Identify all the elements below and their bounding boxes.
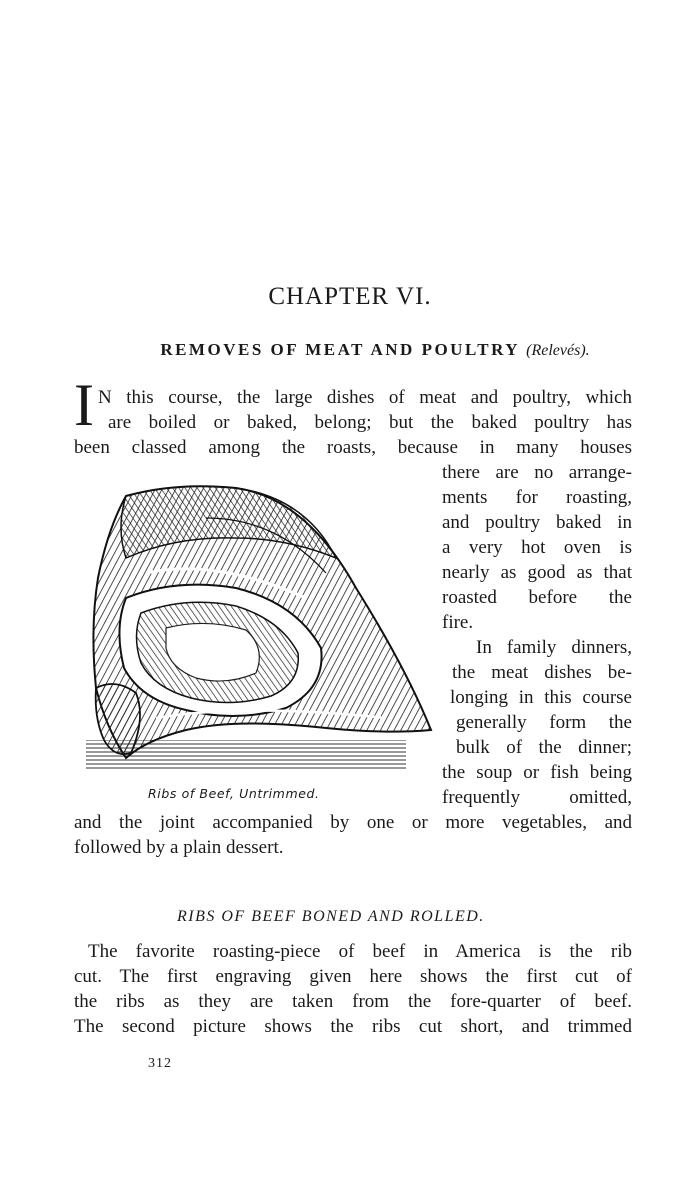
section-line-1: The favorite roasting-piece of beef in America is the rib xyxy=(88,941,632,962)
intro-line-15: bulk of the dinner; xyxy=(456,737,632,758)
section-line-3: the ribs as they are taken from the fore-quarter of beef. xyxy=(74,991,632,1012)
intro-line-8: nearly as good as that xyxy=(442,562,632,583)
intro-line-11: In family dinners, xyxy=(476,637,632,658)
intro-line-14: generally form the xyxy=(456,712,632,733)
intro-line-9: roasted before the xyxy=(442,587,632,608)
figure-caption: Ribs of Beef, Untrimmed. xyxy=(148,786,320,801)
drop-cap: I xyxy=(74,372,94,438)
intro-line-16: the soup or fish being xyxy=(442,762,632,783)
intro-line-4: there are no arrange- xyxy=(442,462,632,483)
intro-line-3: been classed among the roasts, because in many houses xyxy=(74,437,632,458)
chapter-heading xyxy=(60,340,690,360)
chapter-title: CHAPTER VI. xyxy=(268,283,432,310)
section-heading: RIBS OF BEEF BONED AND ROLLED. xyxy=(177,908,485,925)
intro-line-2: are boiled or baked, belong; but the baked poultry has xyxy=(108,412,632,433)
intro-line-17: frequently omitted, xyxy=(442,787,632,808)
intro-line-18: and the joint accompanied by one or more vegetables, and xyxy=(74,812,632,833)
section-line-4: The second picture shows the ribs cut short, and trimmed xyxy=(74,1016,632,1037)
chapter-heading-note: (Relevés). xyxy=(526,342,590,359)
section-line-2: cut. The first engraving given here shows the first cut of xyxy=(74,966,632,987)
ribs-of-beef-engraving-icon xyxy=(86,478,436,782)
intro-line-1: N this course, the large dishes of meat and poultry, which xyxy=(98,387,632,408)
intro-line-6: and poultry baked in xyxy=(442,512,632,533)
intro-line-5: ments for roasting, xyxy=(442,487,632,508)
intro-line-19: followed by a plain dessert. xyxy=(74,837,284,858)
intro-line-12: the meat dishes be- xyxy=(452,662,632,683)
intro-line-10: fire. xyxy=(442,612,474,633)
intro-line-7: a very hot oven is xyxy=(442,537,632,558)
ribs-of-beef-illustration xyxy=(86,478,436,782)
page-number: 312 xyxy=(148,1056,172,1071)
intro-line-13: longing in this course xyxy=(450,687,632,708)
chapter-heading-text: REMOVES OF MEAT AND POULTRY xyxy=(160,340,520,359)
